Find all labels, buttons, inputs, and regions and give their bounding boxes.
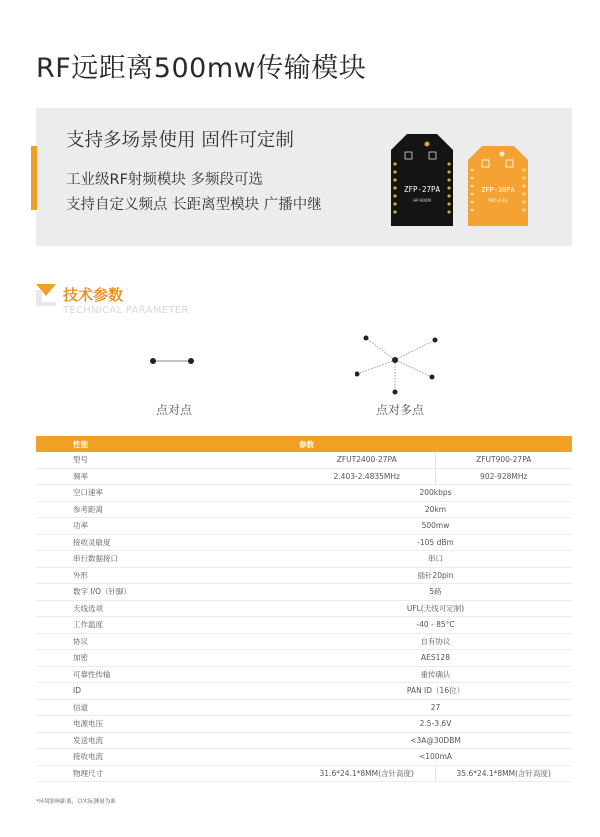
spec-value-cell: 2.5-3.6V xyxy=(299,716,572,733)
spec-name-cell: 加密 xyxy=(36,650,299,667)
spec-name-cell: 接收灵敏度 xyxy=(36,534,299,551)
spec-value-cell: 35.6*24.1*8MM(含针高度) xyxy=(435,765,572,782)
module-orange-sub: PRO-2.4G xyxy=(488,198,508,203)
spec-name-cell: 外形 xyxy=(36,567,299,584)
table-row xyxy=(36,650,572,667)
spec-value-cell: PAN ID（16位） xyxy=(299,683,572,700)
table-row xyxy=(36,617,572,634)
spec-name-cell: 可靠性传输 xyxy=(36,666,299,683)
banner-accent-bar xyxy=(31,146,37,210)
point-to-point-label: 点对点 xyxy=(155,403,192,417)
table-row xyxy=(36,683,572,700)
spec-table-header xyxy=(36,436,572,452)
header-performance: 性能 xyxy=(36,436,299,452)
spec-value-cell: -105 dBm xyxy=(299,534,572,551)
table-row xyxy=(36,551,572,568)
spec-name-cell: 天线选项 xyxy=(36,600,299,617)
spec-name-cell: 空口速率 xyxy=(36,485,299,502)
footnote: *环境影响距离，以实际测量为准 xyxy=(36,799,116,805)
page-title: RF远距离500mw传输模块 xyxy=(36,53,367,84)
spec-value-cell: 串口 xyxy=(299,551,572,568)
table-row xyxy=(36,485,572,502)
module-black-sub: HP-900M xyxy=(413,198,431,203)
table-row xyxy=(36,699,572,716)
table-row xyxy=(36,716,572,733)
spec-value-cell: UFL(天线可定制) xyxy=(299,600,572,617)
spec-value-cell: ZFUT2400-27PA xyxy=(299,452,435,468)
table-row xyxy=(36,567,572,584)
table-row xyxy=(36,584,572,601)
spec-value-cell: 902-928MHz xyxy=(435,468,572,485)
point-to-multipoint-diagram xyxy=(355,330,440,400)
table-row xyxy=(36,518,572,535)
spec-value-cell: ZFUT900-27PA xyxy=(435,452,572,468)
spec-table xyxy=(36,436,572,782)
spec-name-cell: 频率 xyxy=(36,468,299,485)
spec-name-cell: ID xyxy=(36,683,299,700)
spec-name-cell: 电源电压 xyxy=(36,716,299,733)
section-title: 技术参数 xyxy=(63,286,124,304)
spec-name-cell: 功率 xyxy=(36,518,299,535)
spec-name-cell: 信道 xyxy=(36,699,299,716)
header-parameter: 参数 xyxy=(299,436,572,452)
table-row xyxy=(36,468,572,485)
spec-value-cell: 5路 xyxy=(299,584,572,601)
spec-name-cell: 物理尺寸 xyxy=(36,765,299,782)
table-row xyxy=(36,666,572,683)
table-row xyxy=(36,501,572,518)
spec-value-cell: <3A@30DBM xyxy=(299,732,572,749)
spec-value-cell: 自有协议 xyxy=(299,633,572,650)
spec-value-cell: 27 xyxy=(299,699,572,716)
spec-value-cell: <100mA xyxy=(299,749,572,766)
point-to-point-diagram xyxy=(145,348,201,374)
table-row xyxy=(36,765,572,782)
table-row xyxy=(36,600,572,617)
spec-value-cell: 20km xyxy=(299,501,572,518)
module-orange-model: ZFP-30PA xyxy=(481,186,515,194)
spec-name-cell: 发送电流 xyxy=(36,732,299,749)
spec-value-cell: 500mw xyxy=(299,518,572,535)
section-folder-icon xyxy=(36,284,56,306)
table-row xyxy=(36,732,572,749)
section-subtitle: TECHNICAL PARAMETER xyxy=(63,305,189,316)
table-row xyxy=(36,452,572,468)
module-black-image xyxy=(391,134,453,226)
spec-name-cell: 数字 I/O（针脚） xyxy=(36,584,299,601)
module-black-model: ZFP-27PA xyxy=(403,185,441,194)
banner-feature-line-2: 支持自定义频点 长距离型模块 广播中继 xyxy=(66,197,322,213)
table-row xyxy=(36,633,572,650)
spec-value-cell: 插针20pin xyxy=(299,567,572,584)
spec-name-cell: 参考距离 xyxy=(36,501,299,518)
spec-value-cell: 重传确认 xyxy=(299,666,572,683)
spec-name-cell: 接收电流 xyxy=(36,749,299,766)
spec-value-cell: 2.403-2.4835MHz xyxy=(299,468,435,485)
spec-value-cell: AES128 xyxy=(299,650,572,667)
spec-value-cell: 31.6*24.1*8MM(含针高度) xyxy=(299,765,435,782)
banner-feature-line-1: 工业级RF射频模块 多频段可选 xyxy=(66,172,264,188)
table-row xyxy=(36,749,572,766)
module-orange-image xyxy=(468,146,528,226)
spec-name-cell: 协议 xyxy=(36,633,299,650)
spec-name-cell: 工作温度 xyxy=(36,617,299,634)
spec-name-cell: 串行数据接口 xyxy=(36,551,299,568)
point-to-multipoint-label: 点对多点 xyxy=(375,403,424,417)
spec-value-cell: -40 - 85°C xyxy=(299,617,572,634)
spec-name-cell: 型号 xyxy=(36,452,299,468)
table-row xyxy=(36,534,572,551)
banner-headline: 支持多场景使用 固件可定制 xyxy=(66,130,294,151)
spec-value-cell: 200kbps xyxy=(299,485,572,502)
